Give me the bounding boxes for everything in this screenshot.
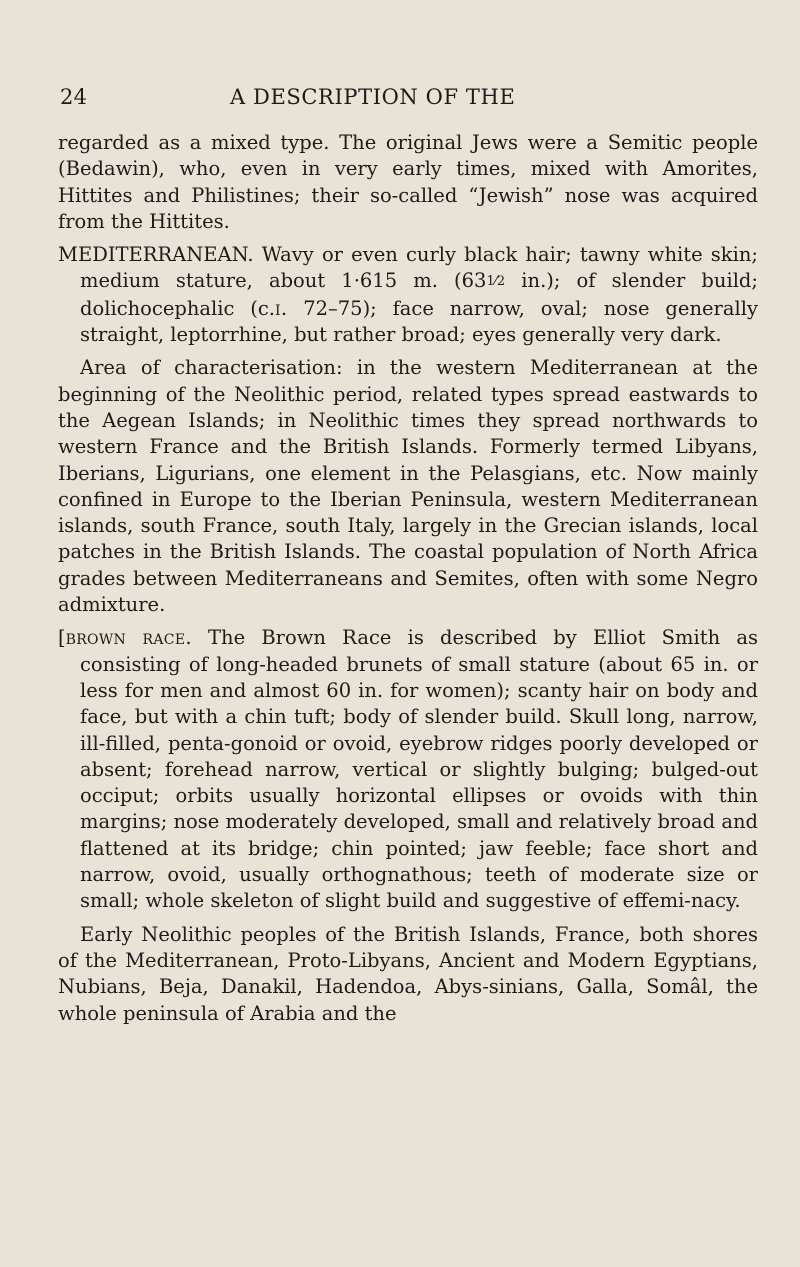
paragraph-early-neolithic: Early Neolithic peoples of the British Islands, France, both shores of the Mediterranean, Proto-Libyans, Ancient and Modern Egyptians, Nubians, Beja, Danakil, Hadendoa, Abys-sinians, Galla, Somâl, the whole peninsula of Arabia and the [58,922,758,1025]
running-title: A DESCRIPTION OF THE [230,85,516,109]
entry-heading-brown-race: brown race. [65,626,192,650]
paragraph-area-of-characterisation: Area of characterisation: in the western Mediterranean at the beginning of the Neolithic period, related types spread eastwards to the Aegean Islands; in Neolithic times they spread northwards to western France and the British Islands. Formerly termed Libyans, Iberians, Ligurians, one element in the Pelasgians, etc. Now mainly confined in Europe to the Iberian Peninsula, western Mediterranean islands, south France, south Italy, largely in the Grecian islands, local patches in the British Islands. The coastal population of North Africa grades between Mediterraneans and Semites, often with some Negro admixture. [58,356,758,617]
fraction-half: 1⁄2 [486,274,506,290]
mediterranean-text-a: Wavy or even curly black hair; tawny white skin; medium stature, about 1·615 m. (63 [80,243,758,293]
paragraph-mediterranean [58,242,758,348]
cephalic-index-abbrev: i. [275,296,288,320]
page-number: 24 [60,85,88,109]
running-head [58,84,758,114]
brown-race-text: The Brown Race is described by Elliot Smith as consisting of long-headed brunets of small stature (about 65 in. or less for men and almost 60 in. for women); scanty hair on body and face, but with a chin tuft; body of slender build. Skull long, narrow, ill-filled, penta-gonoid or ovoid, eyebrow ridges poorly developed or absent; forehead narrow, vertical or slightly bulging; bulged-out occiput; orbits usually horizontal ellipses or ovoids with thin margins; nose moderately developed, small and relatively broad and flattened at its bridge; chin pointed; jaw feeble; face short and narrow, ovoid, usually orthognathous; teeth of moderate size or small; whole skeleton of slight build and suggestive of effemi-nacy. [80,626,759,913]
entry-heading-mediterranean: MEDITERRANEAN. [58,243,254,267]
paragraph-brown-race [58,625,758,914]
paragraph-jews: regarded as a mixed type. The original Jews were a Semitic people (Bedawin), who, even in very early times, mixed with Amorites, Hittites and Philistines; their so-called “Jewish” nose was acquired from the Hittites. [58,131,758,233]
mediterranean-text-b: in.); of slender build; dolichocephalic (c. [80,269,758,320]
mediterranean-text-c: 72–75); face narrow, oval; nose generally straight, leptorrhine, but rather broad; eyes generally very dark. [80,296,758,347]
opening-bracket: [ [58,626,66,650]
